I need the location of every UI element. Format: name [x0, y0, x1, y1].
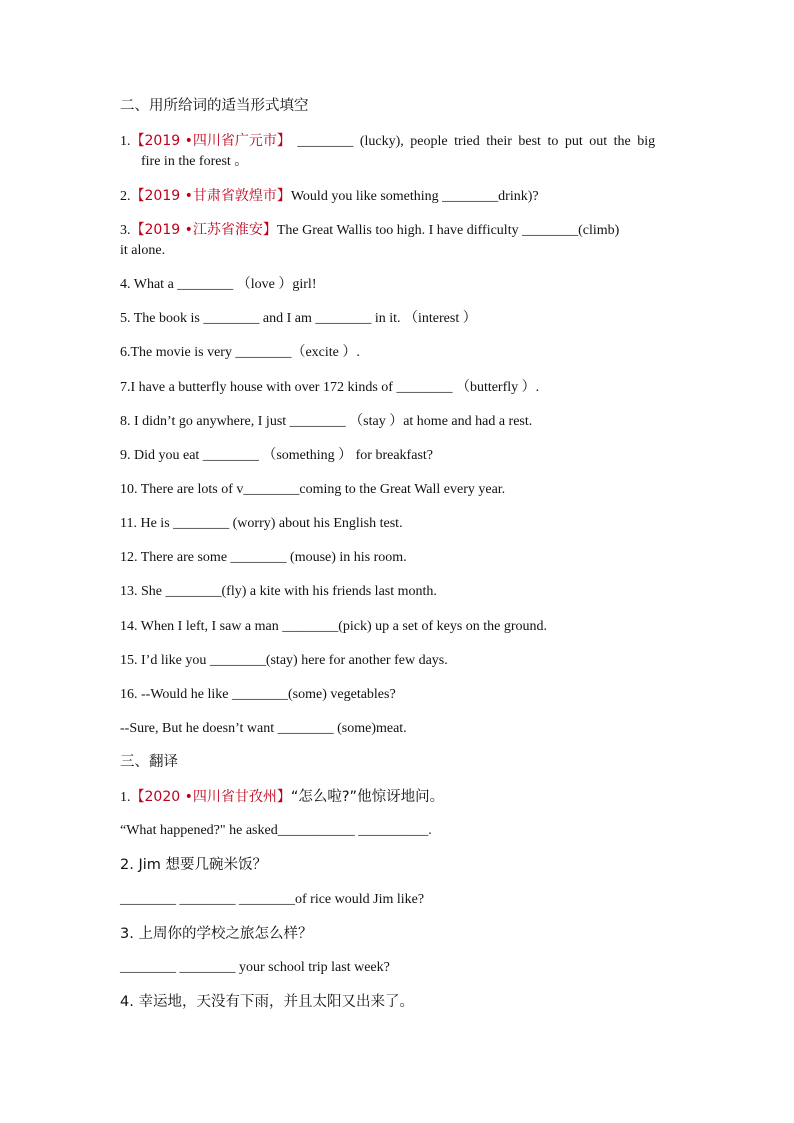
question-2: [120, 187, 539, 206]
question-3-line2: it alone.: [120, 243, 166, 258]
question-2-source: 【2019 •甘肃省敦煌市】: [130, 188, 291, 204]
translation-4-zh: 4. 幸运地，天没有下雨，并且太阳又出来了。: [120, 994, 414, 1010]
question-1-line2: fire in the forest 。: [141, 154, 249, 169]
question-1-line1: [120, 132, 655, 151]
question-3-text: The Great Wallis too high. I have difficulty ________(climb): [276, 223, 620, 238]
question-2-number: 2.: [120, 189, 131, 204]
question-1-source: 【2019 •四川省广元市】: [130, 133, 291, 149]
question-13: 13. She ________(fly) a kite with his friends last month.: [120, 584, 437, 599]
translation-2-en: ________ ________ ________of rice would Jim like?: [120, 892, 425, 907]
question-11: 11. He is ________ (worry) about his English test.: [120, 516, 403, 531]
section3-heading: 三、翻译: [120, 754, 178, 770]
question-7: 7.I have a butterfly house with over 172 kinds of ________ （butterfly ）.: [120, 380, 540, 395]
question-14: 14. When I left, I saw a man ________(pick) up a set of keys on the ground.: [120, 619, 548, 634]
question-1-number: 1.: [120, 134, 131, 149]
translation-1-source: 【2020 •四川省甘孜州】: [130, 789, 291, 805]
question-5: 5. The book is ________ and I am ________ in it. （interest ）: [120, 311, 477, 326]
question-9: 9. Did you eat ________ （something ） for breakfast?: [120, 448, 433, 463]
translation-2-zh: 2. Jim 想要几碗米饭？: [120, 857, 267, 873]
question-16-line2: --Sure, But he doesn’t want ________ (some)meat.: [120, 721, 407, 736]
question-8: 8. I didn’t go anywhere, I just ________ （stay ）at home and had a rest.: [120, 414, 533, 429]
question-16-line1: 16. --Would he like ________(some) vegetables?: [120, 687, 396, 702]
section2-heading: 二、用所给词的适当形式填空: [120, 98, 309, 114]
translation-1-en: “What happened?" he asked___________ __________.: [120, 823, 432, 838]
question-3-line1: [120, 221, 619, 240]
question-1-text: ________ (lucky), people tried their best to put out the big: [290, 134, 656, 149]
translation-1-chinese: “怎么啦?”他惊讶地问。: [290, 789, 445, 805]
translation-1-zh: [120, 788, 444, 807]
question-10: 10. There are lots of v________coming to the Great Wall every year.: [120, 482, 506, 497]
question-3-source: 【2019 •江苏省淮安】: [130, 222, 277, 238]
question-3-number: 3.: [120, 223, 131, 238]
question-12: 12. There are some ________ (mouse) in his room.: [120, 550, 407, 565]
translation-3-zh: 3. 上周你的学校之旅怎么样？: [120, 926, 313, 942]
question-4: 4. What a ________ （love ）girl!: [120, 277, 317, 292]
question-6: 6.The movie is very ________（excite ）.: [120, 345, 360, 360]
question-15: 15. I’d like you ________(stay) here for another few days.: [120, 653, 448, 668]
question-2-text: Would you like something ________drink)?: [290, 189, 539, 204]
translation-1-number: 1.: [120, 790, 131, 805]
translation-3-en: ________ ________ your school trip last week?: [120, 960, 390, 975]
